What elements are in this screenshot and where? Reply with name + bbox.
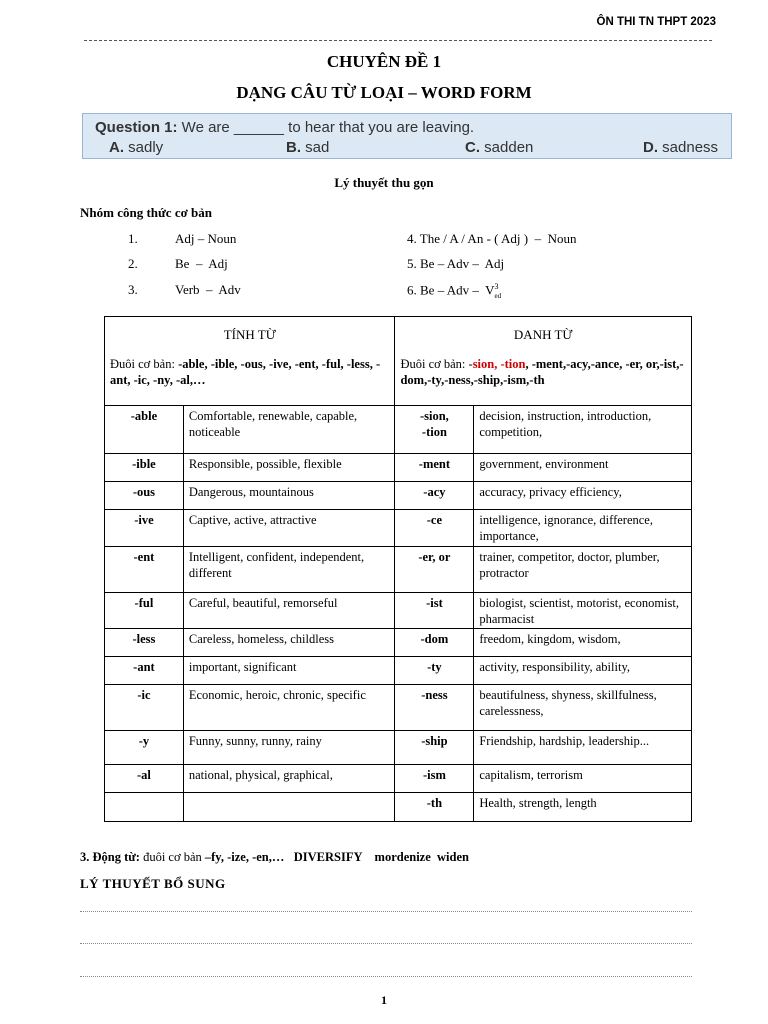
adjective-examples-cell: Responsible, possible, flexible: [183, 454, 395, 482]
noun-suffix: -acy: [423, 485, 446, 499]
adjective-suffix-cell: -y: [105, 731, 184, 765]
adjective-suffix-cell: [105, 793, 184, 822]
word-form-table: [104, 316, 692, 822]
adjective-suffix-list: -able, -ible, -ous, -ive, -ent, -ful, -less, -ant, -ic, -ny, -al,…: [110, 356, 381, 388]
noun-suffix-cell: [395, 482, 474, 510]
noun-suffix-cell: [395, 592, 474, 629]
noun-suffix-cell: [395, 685, 474, 731]
noun-examples-cell: government, environment: [474, 454, 692, 482]
noun-suffix: -ness: [421, 688, 448, 702]
noun-suffix: -ism: [422, 768, 446, 782]
table-row: [105, 793, 692, 822]
noun-suffix: -th: [426, 796, 443, 810]
adjective-examples-cell: Comfortable, renewable, capable, noticeable: [183, 406, 395, 454]
option-text: sadden: [480, 139, 534, 156]
noun-suffix: -ty: [427, 660, 442, 674]
formula-text: Be – Adj: [175, 256, 228, 271]
exam-label: ÔN THI TN THPT 2023: [596, 16, 716, 28]
page-number: 1: [381, 993, 387, 1007]
theory-heading: Lý thuyết thu gọn: [334, 175, 434, 190]
noun-title: DANH TỪ: [513, 327, 573, 342]
noun-examples-cell: capitalism, terrorism: [474, 765, 692, 793]
adjective-suffix-cell: -ive: [105, 510, 184, 547]
noun-examples-cell: Health, strength, length: [474, 793, 692, 822]
option-text: sad: [301, 139, 330, 156]
table-row: [105, 510, 692, 547]
supplementary-heading: LÝ THUYẾT BỔ SUNG: [80, 876, 226, 891]
verb-intro: đuôi cơ bản: [139, 850, 205, 864]
option-b: [286, 139, 329, 156]
formula-group-heading: Nhóm công thức cơ bản: [80, 205, 213, 220]
table-row: [105, 406, 692, 454]
adjective-suffix-cell: -al: [105, 765, 184, 793]
verb-label: 3. Động từ:: [80, 850, 140, 864]
option-text: sadness: [658, 139, 719, 156]
noun-examples-cell: freedom, kingdom, wisdom,: [474, 629, 692, 657]
adjective-suffix-cell: -ible: [105, 454, 184, 482]
option-text: sadly: [124, 139, 164, 156]
noun-suffix-cell: [395, 510, 474, 547]
adjective-examples-cell: Careless, homeless, childless: [183, 629, 395, 657]
noun-suffix: -ship: [421, 734, 448, 748]
topic-title: CHUYÊN ĐỀ 1: [326, 52, 442, 71]
formula-text: Adj – Noun: [175, 231, 237, 246]
option-d: [643, 139, 718, 156]
noun-suffix-cell: [395, 731, 474, 765]
verb-suffixes: –fy, -ize, -en,…: [204, 850, 285, 864]
adjective-examples-cell: Careful, beautiful, remorseful: [183, 592, 395, 629]
question-box: [82, 113, 732, 159]
adjective-intro: Đuôi cơ bản:: [110, 356, 179, 371]
table-row: [105, 629, 692, 657]
formula-3: [128, 282, 241, 298]
option-letter: D.: [643, 139, 658, 156]
question-stem: We are ______ to hear that you are leaving.: [177, 119, 475, 136]
noun-examples-cell: trainer, competitor, doctor, plumber, protractor: [474, 546, 692, 592]
noun-suffix-cell: [395, 546, 474, 592]
table-row: [105, 592, 692, 629]
noun-examples-cell: accuracy, privacy efficiency,: [474, 482, 692, 510]
noun-header: [395, 317, 692, 406]
formula-number: 1.: [128, 231, 138, 246]
adjective-examples-cell: Captive, active, attractive: [183, 510, 395, 547]
noun-suffix: -dom: [420, 632, 449, 646]
adjective-suffix-cell: -ent: [105, 546, 184, 592]
adjective-examples-cell: Dangerous, mountainous: [183, 482, 395, 510]
noun-examples-cell: intelligence, ignorance, difference, importance,: [474, 510, 692, 547]
question-stem-line: [95, 119, 474, 136]
noun-suffix: -ist: [426, 595, 443, 610]
noun-examples-cell: activity, responsibility, ability,: [474, 657, 692, 685]
table-row: [105, 482, 692, 510]
formula-text: 6. Be – Adv – V: [407, 282, 495, 298]
adjective-suffix-cell: -able: [105, 406, 184, 454]
table-row: [105, 657, 692, 685]
blank-line: [80, 976, 692, 977]
blank-line: [80, 943, 692, 944]
header-divider: [84, 40, 712, 41]
option-letter: A.: [109, 139, 124, 156]
noun-suffix: -ment: [418, 457, 451, 471]
option-a: [109, 139, 163, 156]
table-row: [105, 685, 692, 731]
noun-suffix-cell: [395, 765, 474, 793]
noun-examples-cell: biologist, scientist, motorist, economist, pharmacist: [474, 592, 692, 629]
adjective-examples-cell: Funny, sunny, runny, rainy: [183, 731, 395, 765]
formula-superscript: 3: [494, 282, 499, 291]
formula-number: 2.: [128, 256, 138, 271]
adjective-suffix-cell: -ous: [105, 482, 184, 510]
table-row: [105, 765, 692, 793]
noun-suffix-cell: [395, 454, 474, 482]
formula-2: [128, 256, 228, 272]
noun-suffix-cell: [395, 406, 474, 454]
verb-section: [80, 850, 469, 865]
adjective-examples-cell: Economic, heroic, chronic, specific: [183, 685, 395, 731]
noun-suffix: -sion,: [419, 409, 449, 423]
formula-number: 3.: [128, 282, 138, 297]
noun-intro: Đuôi cơ bản: -: [400, 356, 473, 371]
noun-examples-cell: beautifulness, shyness, skillfulness, carelessness,: [474, 685, 692, 731]
noun-suffix: -tion: [421, 425, 447, 440]
verb-examples: DIVERSIFY mordenize widen: [284, 850, 469, 864]
adjective-suffix-cell: -ic: [105, 685, 184, 731]
noun-suffix-cell: [395, 629, 474, 657]
noun-red-suffixes: sion, -tion: [472, 356, 526, 371]
question-label: Question 1:: [95, 119, 178, 136]
noun-suffix: -er, or: [418, 549, 451, 564]
formula-1: [128, 231, 236, 247]
formula-subscript: ed: [494, 291, 502, 300]
formula-6: [407, 282, 501, 300]
noun-suffix-list: , -ment,-acy,-ance, -er, or,-ist,-dom,-ty,-ness,-ship,-ism,-th: [400, 356, 684, 388]
noun-suffix-cell: [395, 657, 474, 685]
formula-4: 4. The / A / An - ( Adj ) – Noun: [407, 231, 577, 246]
option-letter: C.: [465, 139, 480, 156]
table-row: [105, 546, 692, 592]
topic-subtitle: DẠNG CÂU TỪ LOẠI – WORD FORM: [236, 83, 532, 102]
adjective-suffix-cell: -less: [105, 629, 184, 657]
adjective-examples-cell: Intelligent, confident, independent, different: [183, 546, 395, 592]
option-letter: B.: [286, 139, 301, 156]
adjective-examples-cell: important, significant: [183, 657, 395, 685]
noun-suffix-cell: [395, 793, 474, 822]
formula-5: 5. Be – Adv – Adj: [407, 256, 505, 271]
noun-suffix: -ce: [426, 513, 443, 527]
table-row: [105, 731, 692, 765]
adjective-header: [105, 317, 395, 406]
formula-text: Verb – Adv: [175, 282, 241, 297]
option-c: [465, 139, 533, 156]
adjective-title: TÍNH TỪ: [223, 327, 276, 342]
adjective-suffix-cell: -ful: [105, 592, 184, 629]
adjective-suffix-cell: -ant: [105, 657, 184, 685]
adjective-examples-cell: national, physical, graphical,: [183, 765, 395, 793]
adjective-examples-cell: [183, 793, 395, 822]
noun-examples-cell: decision, instruction, introduction, competition,: [474, 406, 692, 454]
noun-examples-cell: Friendship, hardship, leadership...: [474, 731, 692, 765]
blank-line: [80, 911, 692, 912]
table-row: [105, 454, 692, 482]
